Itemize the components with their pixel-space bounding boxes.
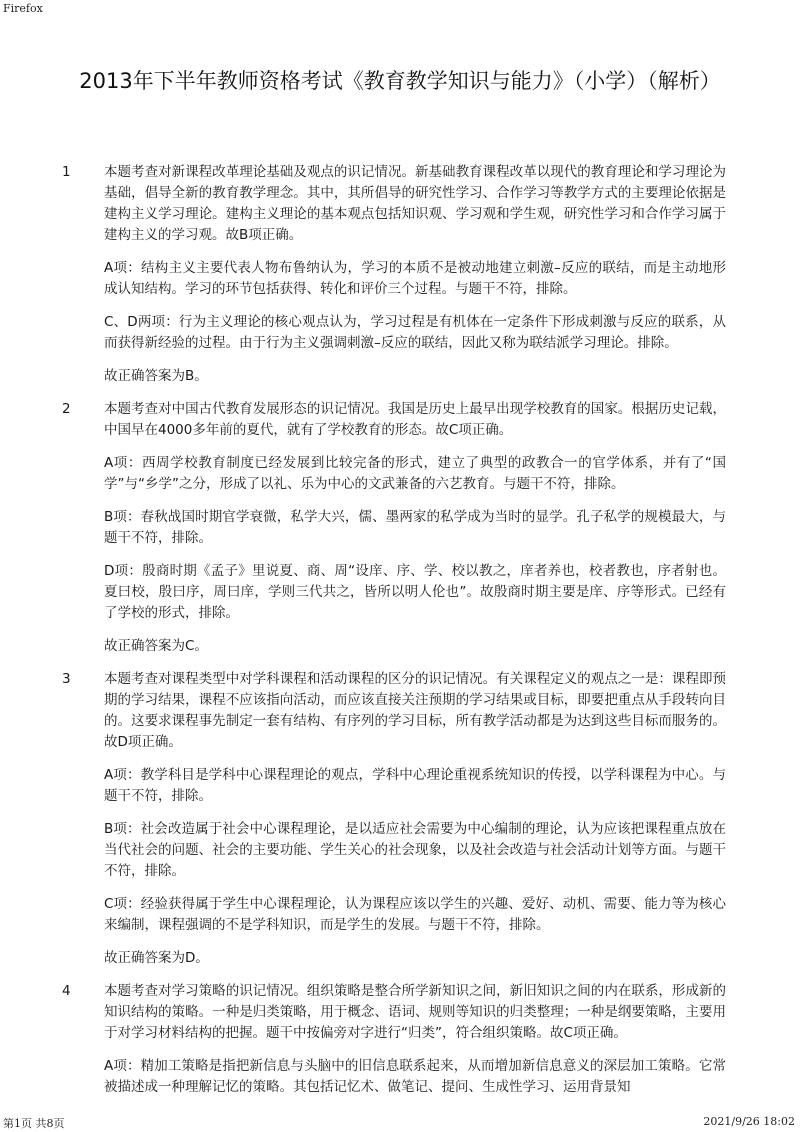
option-analysis-a: A项：精加工策略是指把新信息与头脑中的旧信息联系起来，从而增加新信息意义的深层加工策略。它常被描述成一种理解记忆的策略。其包括记忆术、做笔记、提问、生成性学习、运用背景知	[104, 1058, 726, 1095]
question-3	[62, 669, 726, 969]
question-number: 1	[62, 164, 71, 180]
option-analysis-d: D项：殷商时期《孟子》里说夏、商、周“设庠、序、学、校以教之，庠者养也，校者教也，序者射也。夏曰校，殷曰序，周曰庠，学则三代共之，皆所以明人伦也”。故殷商时期主要是庠、序等形式。已经有了学校的形式，排除。	[104, 563, 726, 621]
option-analysis-a: A项：教学科目是学科中心课程理论的观点，学科中心理论重视系统知识的传授，以学科课程为中心。与题干不符，排除。	[104, 767, 726, 804]
question-1	[62, 162, 726, 387]
page-info: 第1页 共8页	[3, 1117, 65, 1130]
question-number: 2	[62, 401, 71, 417]
explanation-paragraph: 本题考查对学习策略的识记情况。组织策略是整合所学新知识之间，新旧知识之间的内在联系，形成新的知识结构的策略。一种是归类策略，用于概念、语词、规则等知识的归类整理；一种是纲要策略，主要用于对学习材料结构的把握。题干中按偏旁对字进行“归类”，符合组织策略。故C项正确。	[104, 983, 726, 1041]
correct-answer: 故正确答案为C。	[104, 638, 208, 654]
question-2	[62, 399, 726, 657]
option-analysis-b: B项：社会改造属于社会中心课程理论，是以适应社会需要为中心编制的理论，认为应该把课程重点放在当代社会的问题、社会的主要功能、学生关心的社会现象，以及社会改造与社会活动计划等方面。与题干不符，排除。	[104, 821, 726, 879]
print-datetime: 2021/9/26 18:02	[703, 1115, 795, 1128]
document-title: 2013年下半年教师资格考试《教育教学知识与能力》（小学）（解析）	[79, 69, 721, 93]
explanation-paragraph: 本题考查对新课程改革理论基础及观点的识记情况。新基础教育课程改革以现代的教育理论和学习理论为基础，倡导全新的教育教学理念。其中，其所倡导的研究性学习、合作学习等教学方式的主要理论依据是建构主义学习理论。建构主义理论的基本观点包括知识观、学习观和学生观，研究性学习和合作学习属于建构主义的学习观。故B项正确。	[104, 164, 726, 243]
document-content	[62, 162, 726, 1110]
option-analysis-cd: C、D两项：行为主义理论的核心观点认为，学习过程是有机体在一定条件下形成刺激与反应的联系，从而获得新经验的过程。由于行为主义强调刺激–反应的联结，因此又称为联结派学习理论。排除。	[104, 314, 726, 351]
correct-answer: 故正确答案为D。	[104, 950, 209, 966]
option-analysis-c: C项：经验获得属于学生中心课程理论，认为课程应该以学生的兴趣、爱好、动机、需要、能力等为核心来编制，课程强调的不是学科知识，而是学生的发展。与题干不符，排除。	[104, 896, 726, 933]
option-analysis-a: A项：结构主义主要代表人物布鲁纳认为，学习的本质不是被动地建立刺激–反应的联结，而是主动地形成认知结构。学习的环节包括获得、转化和评价三个过程。与题干不符，排除。	[104, 260, 726, 297]
option-analysis-b: B项：春秋战国时期官学衰微，私学大兴，儒、墨两家的私学成为当时的显学。孔子私学的规模最大，与题干不符，排除。	[104, 509, 726, 546]
question-4	[62, 981, 726, 1098]
browser-name: Firefox	[3, 2, 43, 15]
option-analysis-a: A项：西周学校教育制度已经发展到比较完备的形式，建立了典型的政教合一的官学体系，并有了“国学”与“乡学”之分，形成了以礼、乐为中心的文武兼备的六艺教育。与题干不符，排除。	[104, 455, 726, 492]
correct-answer: 故正确答案为B。	[104, 368, 208, 384]
question-number: 4	[62, 983, 71, 999]
explanation-paragraph: 本题考查对中国古代教育发展形态的识记情况。我国是历史上最早出现学校教育的国家。根据历史记载，中国早在4000多年前的夏代，就有了学校教育的形态。故C项正确。	[104, 401, 726, 438]
question-number: 3	[62, 671, 71, 687]
explanation-paragraph: 本题考查对课程类型中对学科课程和活动课程的区分的识记情况。有关课程定义的观点之一是：课程即预期的学习结果，课程不应该指向活动，而应该直接关注预期的学习结果或目标，即要把重点从手段转向目的。这要求课程事先制定一套有结构、有序列的学习目标，所有教学活动都是为达到这些目标而服务的。故D项正确。	[104, 671, 726, 750]
